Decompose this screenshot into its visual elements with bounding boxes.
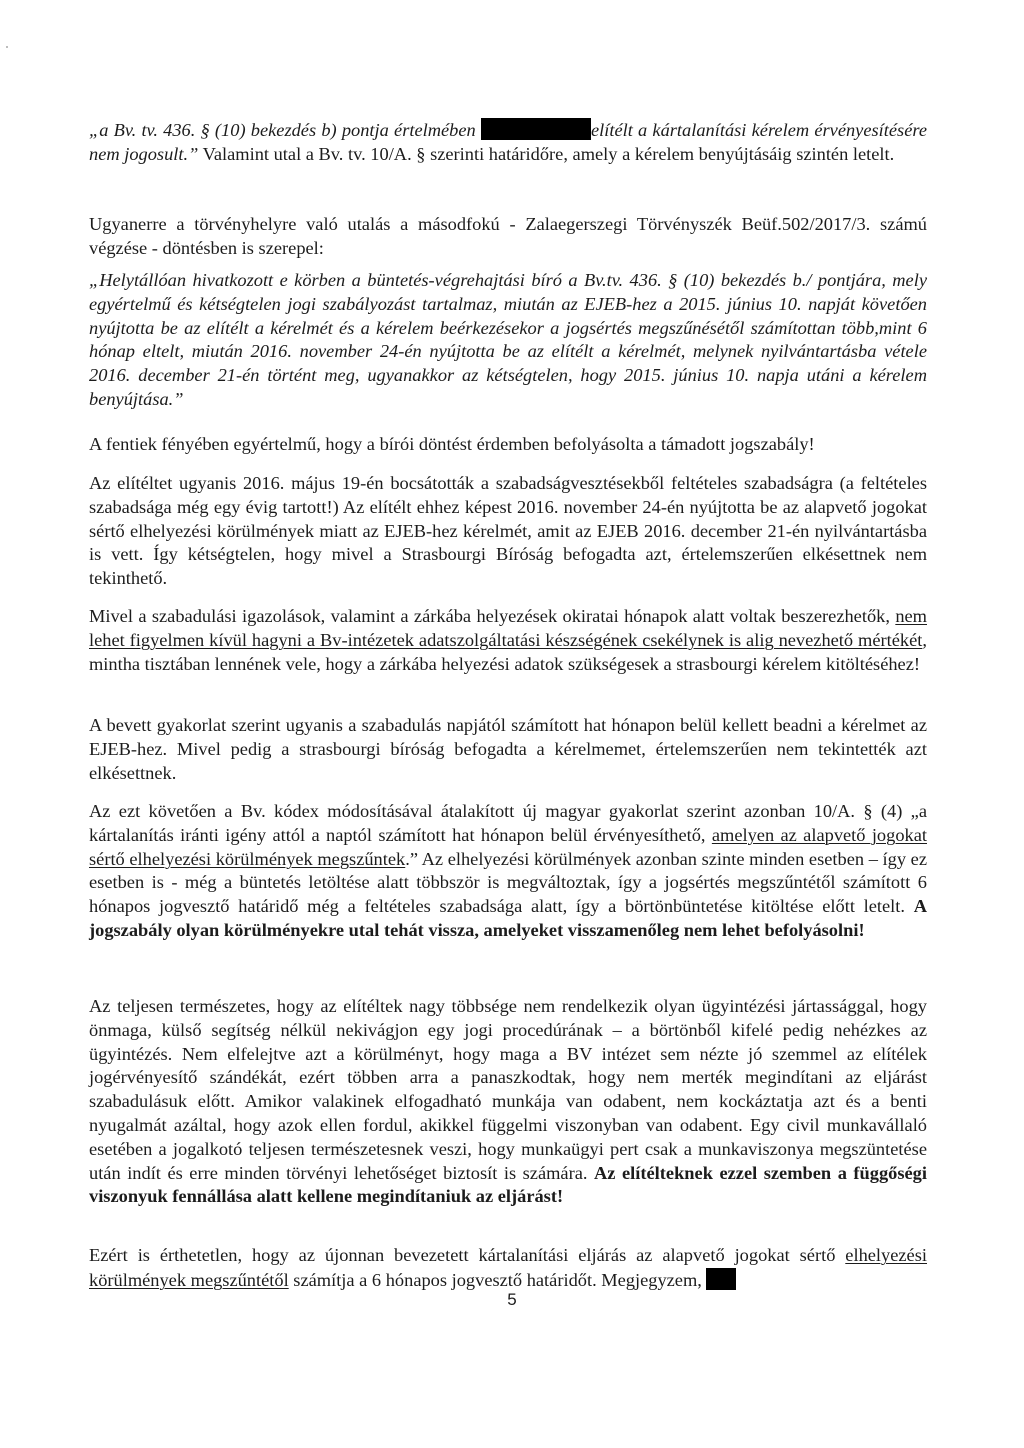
- paragraph-text: Valamint utal a Bv. tv. 10/A. § szerinti határidőre, amely a kérelem benyújtásáig szintén letelt.: [198, 143, 895, 164]
- paragraph-text: Az elítéltet ugyanis 2016. május 19-én bocsátották a szabadságvesztésekből feltételes szabadságra (a feltételes szabadsága még egy évig tartott!) Az elítélt ehhez képest 2016. november 24-én nyújtotta be az alapvető jogokat sértő elhelyezési körülmények miatt az EJEB-hez kérelmét, amit az EJEB 2016. december 21-én nyilvántartásba is vett. Így kétségtelen, hogy mivel a Strasbourgi Bíróság befogadta azt, értelemszerűen elkésettnek nem tekinthető.: [89, 473, 927, 589]
- paragraph-text: .” Az elhelyezési körülmények azonban szinte minden esetben – így ez esetben is - még a büntetés letöltése alatt többször is megváltoztak, így a jogsértés megszűntétől számított 6 hónapos jogvesztő határidő még a feltételes szabadsága alatt, így a börtönbüntetése kitöltése előtt letelt.: [89, 848, 928, 917]
- paragraph-release-dates: [89, 472, 927, 591]
- underlined-text: nem lehet figyelmen kívül hagyni a Bv-intézetek adatszolgáltatási készségének csekélynek is alig nevezhető mértékét: [89, 606, 927, 650]
- paragraph-text: Az ezt követően a Bv. kódex módosításával átalakított új magyar gyakorlat szerint azonban 10/A. § (4) „a kártalanítás iránti igény attól a naptól számított hat hónapon belül érvényesíthető,: [89, 801, 927, 845]
- paragraph-final: [89, 1244, 927, 1293]
- paragraph-text: Az teljesen természetes, hogy az elítéltek nagy többsége nem rendelkezik olyan ügyintézési jártassággal, hogy önmaga, külső segítség nélkül nekivágjon egy jogi procedúrának – a börtönből kifelé pedig nehézkes az ügyintézés. Nem elfelejtve azt a körülményt, hogy maga a BV intézet sem nézte jó szemmel az elítélek jogérvényesítő szándékát, ezért többen arra a panaszkodtak, hogy nem merték megindítani az eljárást szabadulásuk előtt. Amikor valakinek elfogadható munkája van odabent, nem kockáztatja azt és a benti nyugalmát azáltal, hogy azok ellen fordul, akikkel függelmi viszonyban van odabent. Egy civil munkavállaló esetében a jogalkotó teljesen természetesnek veszi, hogy munkaügyi pert csak a munkaviszonya megszüntetése után indít és erre minden törvényi lehetőséget biztosít is számára.: [89, 996, 927, 1183]
- scan-speck: [6, 46, 8, 48]
- paragraph-practice: [89, 714, 927, 785]
- page-number: 5: [507, 1290, 517, 1309]
- paragraph-reference: [89, 213, 927, 261]
- quoted-court-decision: „Helytállóan hivatkozott e körben a büntetés-végrehajtási bíró a Bv.tv. 436. § (10) bekezdés b./ pontjára, mely egyértelmű és kétségtelen jogi szabályozást tartalmaz, miután az EJEB-hez a 2015. június 10. napját követően nyújtotta be az elítélt a kérelmét és a kérelem beérkezésekor a jogsértés megszűnésétől számítottan több,mint 6 hónap eltelt, miután 2016. november 24-én nyújtotta be az elítélt a kérelmét, melynek nyilvántartásba vétele 2016. december 21-én történt meg, ugyanakkor az kétségtelen, hogy 2015. június 10. napja utáni a kérelem benyújtása.”: [89, 270, 927, 409]
- bold-statement: Az elítélteknek ezzel szemben a függőségi viszonyuk fennállása alatt kellene megindítaniuk az eljárást!: [89, 1162, 927, 1207]
- paragraph-text: , mintha tisztában lennének vele, hogy a zárkába helyezési adatok szükségesek a strasbourgi kérelem kitöltéséhez!: [89, 629, 927, 674]
- underlined-text: elhelyezési körülmények megszűntétől: [89, 1245, 927, 1290]
- paragraph-court-quote: [89, 269, 927, 412]
- paragraph-quote-bv-tv: [89, 118, 927, 167]
- quote-continuation: elítélt a kártalanítási kérelem érvényesítésére nem jogosult.”: [89, 120, 927, 164]
- paragraph-certificates: [89, 605, 927, 676]
- paragraph-text: A bevett gyakorlat szerint ugyanis a szabadulás napjától számított hat hónapon belül kellett beadni a kérelmet az EJEB-hez. Mivel pedig a strasbourgi bíróság befogadta a kérelmemet, értelemszerűen nem tekintették azt elkésettnek.: [89, 715, 927, 783]
- paragraph-inmates: [89, 995, 927, 1209]
- paragraph-new-practice: [89, 800, 927, 943]
- paragraph-conclusion: [89, 433, 927, 457]
- paragraph-text: Mivel a szabadulási igazolások, valamint a zárkába helyezések okiratai hónapok alatt voltak beszerezhetők,: [89, 606, 896, 626]
- bold-statement: A jogszabály olyan körülményekre utal tehát vissza, amelyeket visszamenőleg nem lehet befolyásolni!: [89, 896, 927, 940]
- redaction-block: [706, 1268, 736, 1290]
- paragraph-text: A fentiek fényében egyértelmű, hogy a bírói döntést érdemben befolyásolta a támadott jogszabály!: [89, 434, 815, 454]
- redaction-block: [481, 118, 591, 140]
- underlined-text: amelyen az alapvető jogokat sértő elhelyezési körülmények megszűntek: [89, 824, 927, 869]
- paragraph-text: számítja a 6 hónapos jogvesztő határidőt. Megjegyzem,: [288, 1269, 707, 1290]
- paragraph-text: Ezért is érthetetlen, hogy az újonnan bevezetett kártalanítási eljárás az alapvető jogokat sértő: [89, 1245, 846, 1265]
- quote-opening: „a Bv. tv. 436. § (10) bekezdés b) pontja értelmében: [89, 120, 481, 140]
- paragraph-text: Ugyanerre a törvényhelyre való utalás a másodfokú - Zalaegerszegi Törvényszék Beüf.502/2017/3. számú végzése - döntésben is szerepel:: [89, 214, 927, 258]
